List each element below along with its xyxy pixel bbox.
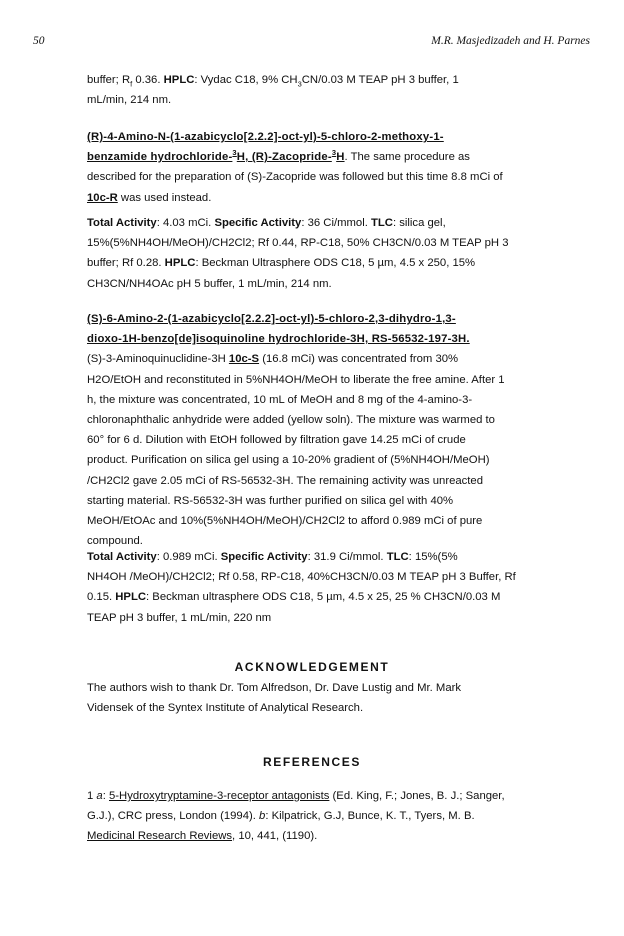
book-title: 5-Hydroxytryptamine-3-receptor antagonists (109, 790, 330, 802)
reference-1 (87, 786, 573, 847)
references-heading: REFERENCES (262, 755, 361, 769)
text-line: mL/min, 214 nm. (87, 94, 172, 107)
sub-reference-label: b (259, 810, 266, 823)
paragraph-rs-56532 (87, 309, 573, 551)
text-line (87, 188, 573, 208)
text-span: , 10, 441, (1190). (232, 830, 318, 843)
text-line (87, 587, 573, 607)
compound-ref: 10c-S (228, 353, 260, 366)
hplc-label: HPLC (163, 74, 195, 86)
superscript: 3 (232, 148, 237, 158)
subscript: 3 (297, 79, 302, 89)
text-line (87, 70, 573, 90)
text-line (87, 547, 573, 567)
text-line: NH4OH /MeOH)/CH2Cl2; Rf 0.58, RP-C18, 40%CH3CN/0.03 M TEAP pH 3 Buffer, Rf (87, 571, 516, 584)
text-span: : 4.03 mCi. (156, 217, 215, 229)
text-line: The authors wish to thank Dr. Tom Alfredson, Dr. Dave Lustig and Mr. Mark (87, 682, 462, 694)
text-span: . The same procedure as (344, 151, 470, 164)
text-span: CN/0.03 M TEAP pH 3 buffer, 1 (301, 74, 459, 86)
acknowledgement-heading: ACKNOWLEDGEMENT (234, 660, 390, 674)
text-span: : 15%(5% (408, 551, 458, 563)
text-span: : silica gel, (392, 217, 446, 229)
text-span: buffer; R (87, 74, 131, 86)
compound-title: (S)-6-Amino-2-(1-azabicyclo[2.2.2]-oct-yl)-5-chloro-2,3-dihydro-1,3- (87, 313, 456, 325)
text-line (87, 786, 573, 806)
text-line: Vidensek of the Syntex Institute of Analytical Research. (87, 702, 364, 715)
sub-reference-label: a (96, 790, 103, 802)
compound-title: (R)-4-Amino-N-(1-azabicyclo[2.2.2]-oct-yl)-5-chloro-2-methoxy-1- (87, 131, 444, 143)
text-span: : (102, 790, 109, 802)
text-span: : 36 Ci/mmol. (301, 217, 371, 229)
text-line: 15%(5%NH4OH/MeOH)/CH2Cl2; Rf 0.44, RP-C18, 50% CH3CN/0.03 M TEAP pH 3 (87, 237, 509, 250)
text-span: buffer; Rf 0.28. (87, 257, 165, 270)
compound-ref: 10c-R (87, 191, 118, 204)
text-span: (16.8 mCi) was concentrated from 30% (259, 353, 459, 366)
text-line: CH3CN/NH4OAc pH 5 buffer, 1 mL/min, 214 nm. (87, 277, 332, 290)
text-span: : 31.9 Ci/mmol. (307, 551, 387, 563)
compound-title: H, (R)-Zacopride- (236, 151, 332, 164)
text-span: : Beckman Ultrasphere ODS C18, 5 µm, 4.5 x 250, 15% (195, 257, 476, 270)
text-span: was used instead. (117, 191, 212, 204)
compound-title-line (87, 127, 573, 147)
page-number: 50 (33, 35, 45, 47)
compound-title: H (336, 151, 345, 164)
text-span: : Kilpatrick, G.J, Bunce, K. T., Tyers, M. B. (265, 810, 475, 823)
paragraph-s-analysis (87, 547, 573, 628)
text-line: 60° for 6 d. Dilution with EtOH followed by filtration gave 14.25 mCi of crude (87, 434, 466, 447)
journal-title: Medicinal Research Reviews (87, 830, 233, 843)
hplc-label: HPLC (115, 591, 147, 604)
paragraph-prev-hplc (87, 70, 573, 110)
text-span: 0.36. (132, 74, 164, 86)
text-span: : Beckman ultrasphere ODS C18, 5 µm, 4.5 x 25, 25 % CH3CN/0.03 M (146, 591, 501, 604)
text-line (87, 213, 573, 233)
text-span: : 0.989 mCi. (156, 551, 221, 563)
subscript: f (130, 79, 133, 89)
text-line: TEAP pH 3 buffer, 1 mL/min, 220 nm (87, 611, 272, 624)
specific-activity-label: Specific Activity (214, 217, 302, 229)
text-line: MeOH/EtOAc and 10%(5%NH4OH/MeOH)/CH2Cl2 to afford 0.989 mCi of pure (87, 515, 483, 528)
text-line: described for the preparation of (S)-Zacopride was followed but this time 8.8 mCi of (87, 171, 503, 184)
total-activity-label: Total Activity (87, 551, 157, 563)
paragraph-r-analysis (87, 213, 573, 294)
hplc-label: HPLC (164, 257, 196, 270)
text-span: (Ed. King, F.; Jones, B. J.; Sanger, (329, 790, 505, 802)
paragraph-r-zacopride (87, 127, 573, 208)
text-span: : Vydac C18, 9% CH (194, 74, 298, 86)
running-head: M.R. Masjedizadeh and H. Parnes (431, 35, 590, 47)
specific-activity-label: Specific Activity (220, 551, 308, 563)
text-line (87, 806, 573, 826)
superscript: 3 (331, 148, 337, 158)
text-line: h, the mixture was concentrated, 10 mL of MeOH and 8 mg of the 4-amino-3- (87, 393, 473, 406)
text-line (87, 826, 573, 846)
text-span: 0.15. (87, 591, 116, 604)
text-line: product. Purification on silica gel using a 10-20% gradient of (5%NH4OH/MeOH) (87, 454, 490, 467)
tlc-label: TLC (371, 217, 393, 229)
text-line: starting material. RS-56532-3H was further purified on silica gel with 40% (87, 494, 454, 507)
tlc-label: TLC (386, 551, 409, 563)
compound-title-line (87, 329, 573, 349)
total-activity-label: Total Activity (87, 217, 157, 229)
compound-title-line (87, 309, 573, 329)
page-header (33, 35, 590, 51)
acknowledgement-text (87, 678, 573, 718)
compound-title: benzamide hydrochloride- (87, 151, 233, 164)
text-line: /CH2Cl2 gave 2.05 mCi of RS-56532-3H. The remaining activity was unreacted (87, 474, 483, 487)
text-line (87, 253, 573, 273)
text-span: (S)-3-Aminoquinuclidine-3H (87, 353, 229, 366)
text-line: chloronaphthalic anhydride were added (yellow soln). The mixture was warmed to (87, 414, 495, 427)
text-span: G.J.), CRC press, London (1994). (87, 810, 260, 823)
text-line: compound. (87, 535, 143, 548)
text-line (87, 349, 573, 369)
compound-title: dioxo-1H-benzo[de]isoquinoline hydrochloride-3H, RS-56532-197-3H. (87, 333, 470, 346)
text-line: H2O/EtOH and reconstituted in 5%NH4OH/MeOH to liberate the free amine. After 1 (87, 373, 505, 386)
compound-title-line (87, 147, 573, 167)
reference-number: 1 (87, 790, 97, 802)
